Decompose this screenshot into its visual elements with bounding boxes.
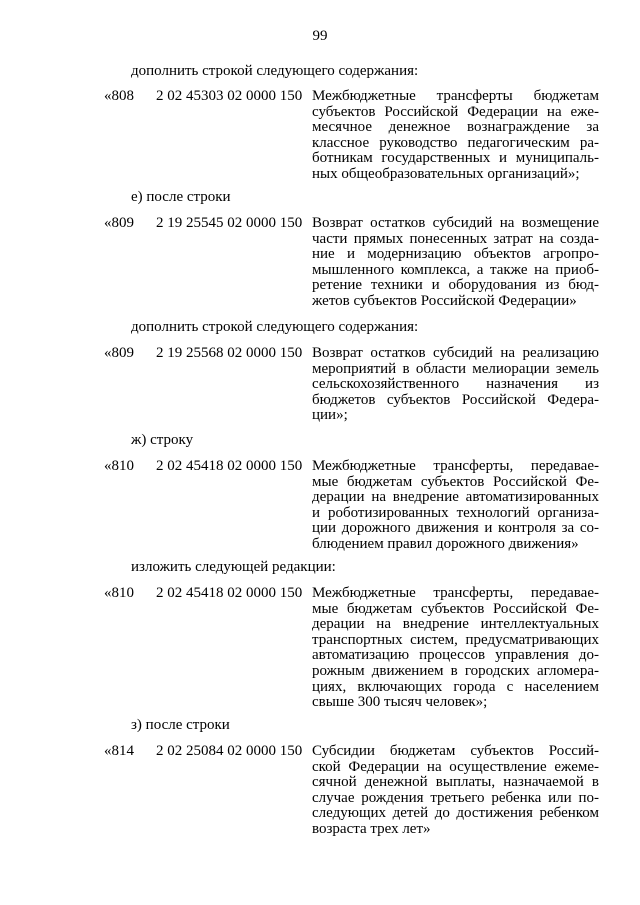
- desc-line: мероприятий в области мелиорации земель: [312, 360, 599, 377]
- desc-line: классное руководство педагогическим ра-: [312, 134, 599, 151]
- intro-text: дополнить строкой следующего содержания:: [131, 63, 419, 79]
- desc-line: автоматизацию процессов управления до-: [312, 647, 599, 664]
- desc-line: субъектов Российской Федерации на еже-: [312, 103, 599, 120]
- desc-line: мые бюджетам субъектов Российской Фе-: [312, 600, 599, 617]
- desc-line: возраста трех лет»: [312, 820, 431, 837]
- row-kbk: 2 19 25568 02 0000 150: [156, 345, 303, 361]
- desc-line: Межбюджетные трансферты, передавае-: [312, 458, 599, 474]
- intro-text: ж) строку: [131, 432, 194, 448]
- desc-line: Межбюджетные трансферты, передавае-: [312, 585, 599, 601]
- row-kbk: 2 19 25545 02 0000 150: [156, 215, 303, 231]
- desc-line: Возврат остатков субсидий на возмещение: [312, 215, 599, 231]
- row-code: «814: [104, 743, 134, 759]
- intro-text: е) после строки: [131, 189, 231, 205]
- desc-line: ботникам государственных и муниципаль-: [312, 150, 599, 167]
- desc-line: ции»;: [312, 407, 348, 424]
- row-description: [312, 89, 599, 183]
- desc-line: мышленного комплекса, а также на приоб-: [312, 261, 599, 278]
- desc-line: дерации на внедрение интеллектуальных: [312, 616, 599, 633]
- row-code: «808: [104, 88, 134, 104]
- desc-line: ской Федерации на осуществление ежеме-: [312, 758, 599, 775]
- desc-line: жетов субъектов Российской Федерации»: [312, 292, 577, 309]
- desc-line: части прямых понесенных затрат на созда-: [312, 230, 599, 247]
- desc-line: ции дорожного движения и контроля за со-: [312, 520, 599, 537]
- desc-line: Субсидии бюджетам субъектов Россий-: [312, 743, 599, 759]
- row-kbk: 2 02 25084 02 0000 150: [156, 743, 303, 759]
- desc-line: сельскохозяйственного назначения из: [312, 376, 599, 393]
- desc-line: Возврат остатков субсидий на реализацию: [312, 345, 599, 361]
- row-kbk: 2 02 45303 02 0000 150: [156, 88, 303, 104]
- desc-line: и роботизированных технологий организа-: [312, 504, 599, 521]
- desc-line: Межбюджетные трансферты бюджетам: [312, 88, 599, 104]
- desc-line: мые бюджетам субъектов Российской Фе-: [312, 473, 599, 490]
- row-code: «810: [104, 585, 134, 601]
- row-description: [312, 459, 599, 553]
- desc-line: ретение техники и оборудования из бюд-: [312, 277, 599, 294]
- row-description: [312, 586, 599, 711]
- desc-line: ние и модернизацию объектов агропро-: [312, 246, 599, 263]
- row-description: [312, 744, 599, 838]
- row-description: [312, 346, 599, 424]
- desc-line: циях, включающих города с населением: [312, 678, 599, 695]
- row-description: [312, 216, 599, 310]
- desc-line: следующих детей до достижения ребенком: [312, 805, 599, 822]
- desc-line: дерации на внедрение автоматизированных: [312, 489, 599, 506]
- desc-line: блюдением правил дорожного движения»: [312, 535, 579, 552]
- desc-line: свыше 300 тысяч человек»;: [312, 694, 488, 711]
- row-code: «809: [104, 215, 134, 231]
- desc-line: бюджетов субъектов Российской Федера-: [312, 391, 599, 408]
- row-kbk: 2 02 45418 02 0000 150: [156, 458, 303, 474]
- row-code: «809: [104, 345, 134, 361]
- desc-line: месячное денежное вознаграждение за: [312, 119, 599, 136]
- intro-text: з) после строки: [131, 717, 230, 733]
- desc-line: сячной денежной выплаты, назначаемой в: [312, 774, 599, 791]
- desc-line: рожным движением в городских агломера-: [312, 662, 599, 679]
- row-kbk: 2 02 45418 02 0000 150: [156, 585, 303, 601]
- desc-line: случае рождения третьего ребенка или по-: [312, 789, 599, 806]
- row-code: «810: [104, 458, 134, 474]
- intro-text: дополнить строкой следующего содержания:: [131, 319, 419, 335]
- desc-line: транспортных систем, предусматривающих: [312, 631, 599, 648]
- page-number: 99: [312, 28, 328, 44]
- desc-line: ных общеобразовательных организаций»;: [312, 165, 580, 182]
- intro-text: изложить следующей редакции:: [131, 559, 336, 575]
